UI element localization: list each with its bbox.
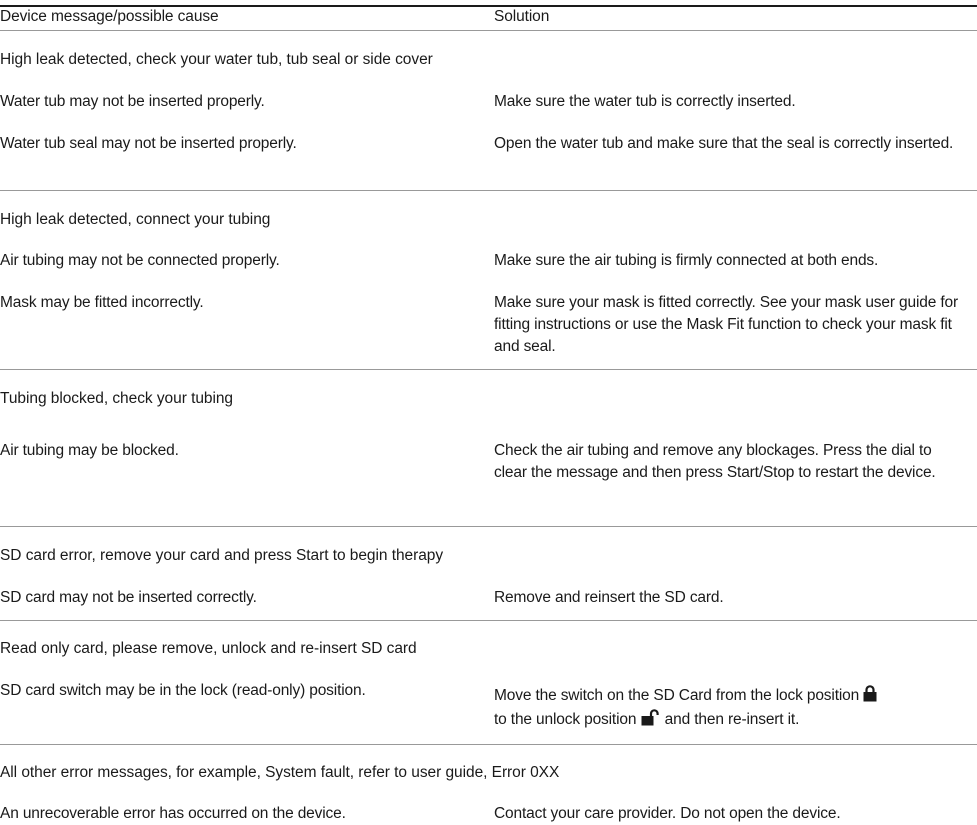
group-divider bbox=[0, 369, 977, 370]
padlock-closed-icon bbox=[863, 685, 877, 709]
solution-text-part2: to the unlock position bbox=[494, 711, 637, 728]
column-header-cause: Device message/possible cause bbox=[0, 8, 219, 25]
group-divider bbox=[0, 744, 977, 745]
solution-cell: Remove and reinsert the SD card. bbox=[494, 589, 724, 606]
group-title: All other error messages, for example, System fault, refer to user guide, Error 0XX bbox=[0, 764, 560, 781]
cause-cell: Water tub may not be inserted properly. bbox=[0, 93, 265, 110]
solution-cell: Make sure the air tubing is firmly connected at both ends. bbox=[494, 252, 879, 269]
solution-cell: Open the water tub and make sure that the seal is correctly inserted. bbox=[494, 135, 954, 152]
cause-cell: SD card switch may be in the lock (read-only) position. bbox=[0, 682, 366, 699]
cause-cell: Mask may be fitted incorrectly. bbox=[0, 294, 204, 311]
group-divider bbox=[0, 526, 977, 527]
solution-cell bbox=[494, 685, 964, 733]
group-title: High leak detected, check your water tub, tub seal or side cover bbox=[0, 51, 433, 68]
solution-cell: Make sure your mask is fitted correctly. See your mask user guide for fitting instructions or use the Mask Fit function to check your mask fit and seal. bbox=[494, 294, 959, 355]
cause-cell: Air tubing may be blocked. bbox=[0, 442, 179, 459]
table-top-rule bbox=[0, 5, 977, 7]
header-divider bbox=[0, 30, 977, 31]
group-divider bbox=[0, 620, 977, 621]
group-title: High leak detected, connect your tubing bbox=[0, 211, 271, 228]
padlock-open-icon bbox=[641, 709, 661, 733]
group-title: SD card error, remove your card and press Start to begin therapy bbox=[0, 547, 444, 564]
cause-cell: SD card may not be inserted correctly. bbox=[0, 589, 257, 606]
group-divider bbox=[0, 190, 977, 191]
solution-cell: Check the air tubing and remove any blockages. Press the dial to clear the message and then press Start/Stop to restart the device. bbox=[494, 442, 936, 481]
solution-cell: Contact your care provider. Do not open the device. bbox=[494, 805, 841, 822]
group-title: Tubing blocked, check your tubing bbox=[0, 390, 233, 407]
column-header-solution: Solution bbox=[494, 8, 550, 25]
cause-cell: Water tub seal may not be inserted properly. bbox=[0, 135, 297, 152]
group-title: Read only card, please remove, unlock and re-insert SD card bbox=[0, 640, 417, 657]
cause-cell: An unrecoverable error has occurred on the device. bbox=[0, 805, 346, 822]
solution-text-part1: Move the switch on the SD Card from the lock position bbox=[494, 687, 860, 704]
solution-cell: Make sure the water tub is correctly inserted. bbox=[494, 93, 796, 110]
cause-cell: Air tubing may not be connected properly. bbox=[0, 252, 280, 269]
solution-text-part3: and then re-insert it. bbox=[664, 711, 800, 728]
